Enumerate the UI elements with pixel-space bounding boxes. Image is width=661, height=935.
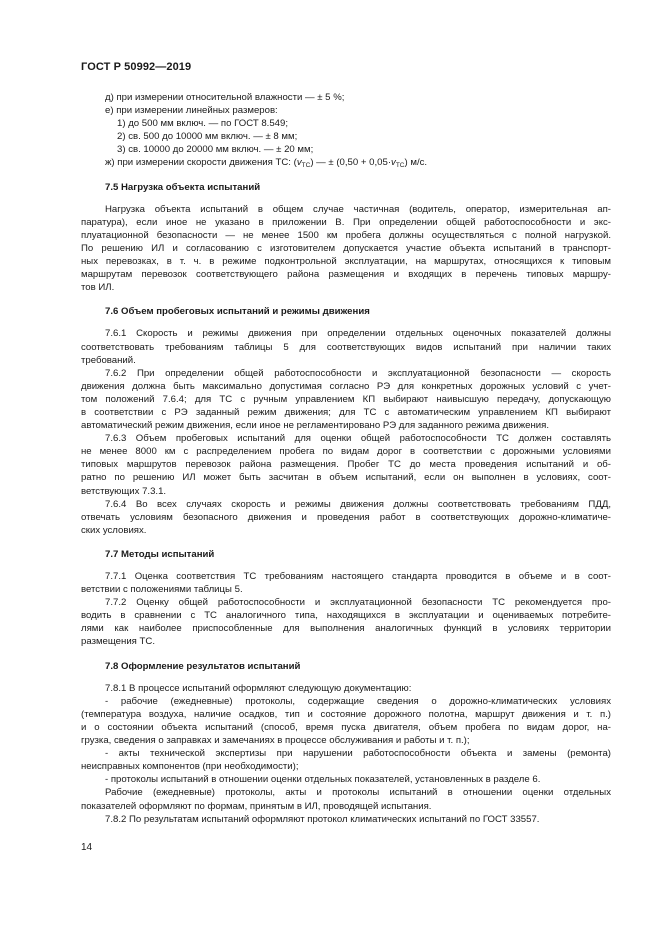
- list-item-e: е) при измерении линейных размеров:: [105, 105, 278, 117]
- text-line: паратура), если иное не указано в приложении В. При определении общей работоспособности и экс-: [81, 216, 611, 228]
- text-line: грузка, сведения о заправках и замечаниях в процессе обслуживания и работы и т. п.);: [81, 735, 470, 747]
- bullet-item: [81, 773, 611, 786]
- text-line: 7.8.1 В процессе испытаний оформляют следующую документацию:: [105, 682, 412, 694]
- paragraph: [81, 570, 611, 596]
- paragraph: [81, 813, 611, 826]
- section-heading-7-7: 7.7 Методы испытаний: [105, 548, 215, 560]
- section-heading-7-5: 7.5 Нагрузка объекта испытаний: [105, 181, 261, 193]
- document-code-header: ГОСТ Р 50992—2019: [81, 61, 192, 73]
- paragraph: [81, 367, 611, 432]
- paragraph: [81, 596, 611, 648]
- text-line: лями как наиболее приспособленные для выполнения аналогичных функций в условиях территории: [81, 623, 611, 635]
- text-line: в соответствии с РЭ заданный режим движения; для ТС с автоматическим управлением КП выбирают: [81, 406, 611, 418]
- list-item-d: д) при измерении относительной влажности — ± 5 %;: [105, 92, 345, 103]
- text-line: 7.8.2 По результатам испытаний оформляют протокол климатических испытаний по ГОСТ 33557.: [105, 813, 540, 825]
- paragraph: [81, 327, 611, 366]
- text-line: не менее 8000 км с распределением пробега по видам дорог в соответствии с дорожными условиями: [81, 446, 611, 458]
- text-line: том положений 7.6.4; для ТС с ручным управлением КП выбирают наивысшую передачу, допускающую: [81, 393, 611, 405]
- text-line: ных перевозках, в т. ч. в режиме подконтрольной эксплуатации, на маршрутах, относящихся к типовым: [81, 256, 611, 268]
- text-line: показателей оформляют по формам, принятым в ИЛ, проводящей испытания.: [81, 800, 432, 812]
- text-line: 7.6.2 При определении общей работоспособности и эксплуатационной безопасности — скорость: [105, 367, 611, 379]
- page-number: 14: [81, 842, 93, 853]
- text-line: маршрутам перевозок соответствующего района размещения и входящих в перечень типовых маршру-: [81, 269, 611, 281]
- text-line: размещения ТС.: [81, 636, 155, 648]
- text-line: ратно по решению ИЛ может быть засчитан в объем испытаний, если он выполнен в условиях, соот-: [81, 472, 611, 484]
- list-subitem-1: 1) до 500 мм включ. — по ГОСТ 8.549;: [117, 118, 289, 130]
- text-line: движения должна быть максимально допустимая согласно РЭ для конкретных дорожных условий с учет-: [81, 380, 611, 392]
- text-line: 7.6.1 Скорость и режимы движения при определении отдельных оценочных показателей должны: [105, 328, 611, 340]
- text-line: 7.6.4 Во всех случаях скорость и режимы движения должны соответствовать требованиям ПДД,: [105, 498, 611, 510]
- text-line: 7.6.3 Объем пробеговых испытаний для оценки общей работоспособности ТС должен составлять: [105, 433, 611, 445]
- text-line: типовых маршрутов перевозок района размещения. Пробег ТС до места проведения испытаний и об-: [81, 459, 611, 471]
- paragraph: [81, 498, 611, 537]
- text-line: 7.7.1 Оценка соответствия ТС требованиям настоящего стандарта проводится в объеме и в соот-: [105, 571, 611, 582]
- page-content: [81, 91, 611, 826]
- list-item-zh: ж) при измерении скорости движения ТС: $(v_{ТС})$ — ± $(0,50 + 0,05\cdot v_{ТС})$ м/с.: [105, 157, 428, 170]
- text-line: ских условиях.: [81, 524, 147, 536]
- paragraph: [81, 203, 611, 295]
- measurement-list: [81, 91, 611, 170]
- text-line: соответствовать требованиям таблицы 5 для соответствующих видов испытаний при наличии таких: [81, 341, 611, 353]
- text-line: отвечать условиям безопасного движения и проведения работ в соответствующих дорожно-климатиче-: [81, 511, 611, 523]
- text-line: Рабочие (ежедневные) протоколы, акты и протоколы испытаний в отношении оценки отдельных: [105, 787, 611, 799]
- text-line: ветствующих 7.3.1.: [81, 485, 167, 497]
- text-line: - акты технической экспертизы при нарушении работоспособности объекта и замены (ремонта): [105, 748, 611, 760]
- text-line: - протоколы испытаний в отношении оценки отдельных показателей, установленных в разделе 6.: [105, 774, 541, 786]
- section-heading-7-8: 7.8 Оформление результатов испытаний: [105, 660, 301, 672]
- text-line: плуатационной безопасности — не менее 1500 км пробега должны осуществляться с полной нагрузкой.: [81, 229, 611, 241]
- bullet-item: [81, 747, 611, 773]
- text-line: водить в сравнении с ТС аналогичного типа, находящихся в эксплуатации и оцениваемых потребите-: [81, 610, 611, 622]
- text-line: (температура воздуха, наличие осадков, тип и состояние дорожного полотна, маршрут движения и т. п.): [81, 708, 611, 720]
- text-line: требований.: [81, 354, 136, 366]
- list-subitem-2: 2) св. 500 до 10000 мм включ. — ± 8 мм;: [117, 131, 298, 143]
- list-subitem-3: 3) св. 10000 до 20000 мм включ. — ± 20 мм;: [117, 144, 314, 156]
- text-line: тов ИЛ.: [81, 282, 115, 294]
- bullet-item: [81, 695, 611, 747]
- text-line: - рабочие (ежедневные) протоколы, содержащие сведения о дорожно-климатических условиях: [105, 695, 611, 707]
- text-line: и о состоянии объекта испытаний (способ, время пуска двигателя, объем пробега по видам дорог, на-: [81, 721, 611, 733]
- text-line: По решению ИЛ и согласованию с изготовителем допускается участие объекта испытаний в транспорт-: [81, 242, 611, 254]
- text-line: неисправных компонентов (при необходимости);: [81, 761, 299, 773]
- paragraph: [81, 432, 611, 497]
- text-line: ветствии с положениями таблицы 5.: [81, 584, 243, 596]
- text-line: Нагрузка объекта испытаний в общем случае частичная (водитель, оператор, измерительная ап-: [105, 203, 611, 215]
- paragraph: [81, 682, 611, 695]
- text-line: 7.7.2 Оценку общей работоспособности и эксплуатационной безопасности ТС рекомендуется про-: [105, 597, 611, 609]
- text-line: автоматический режим движения, если иное не регламентировано РЭ для заданного режима движения.: [81, 420, 550, 432]
- section-heading-7-6: 7.6 Объем пробеговых испытаний и режимы движения: [105, 306, 370, 318]
- paragraph: [81, 786, 611, 812]
